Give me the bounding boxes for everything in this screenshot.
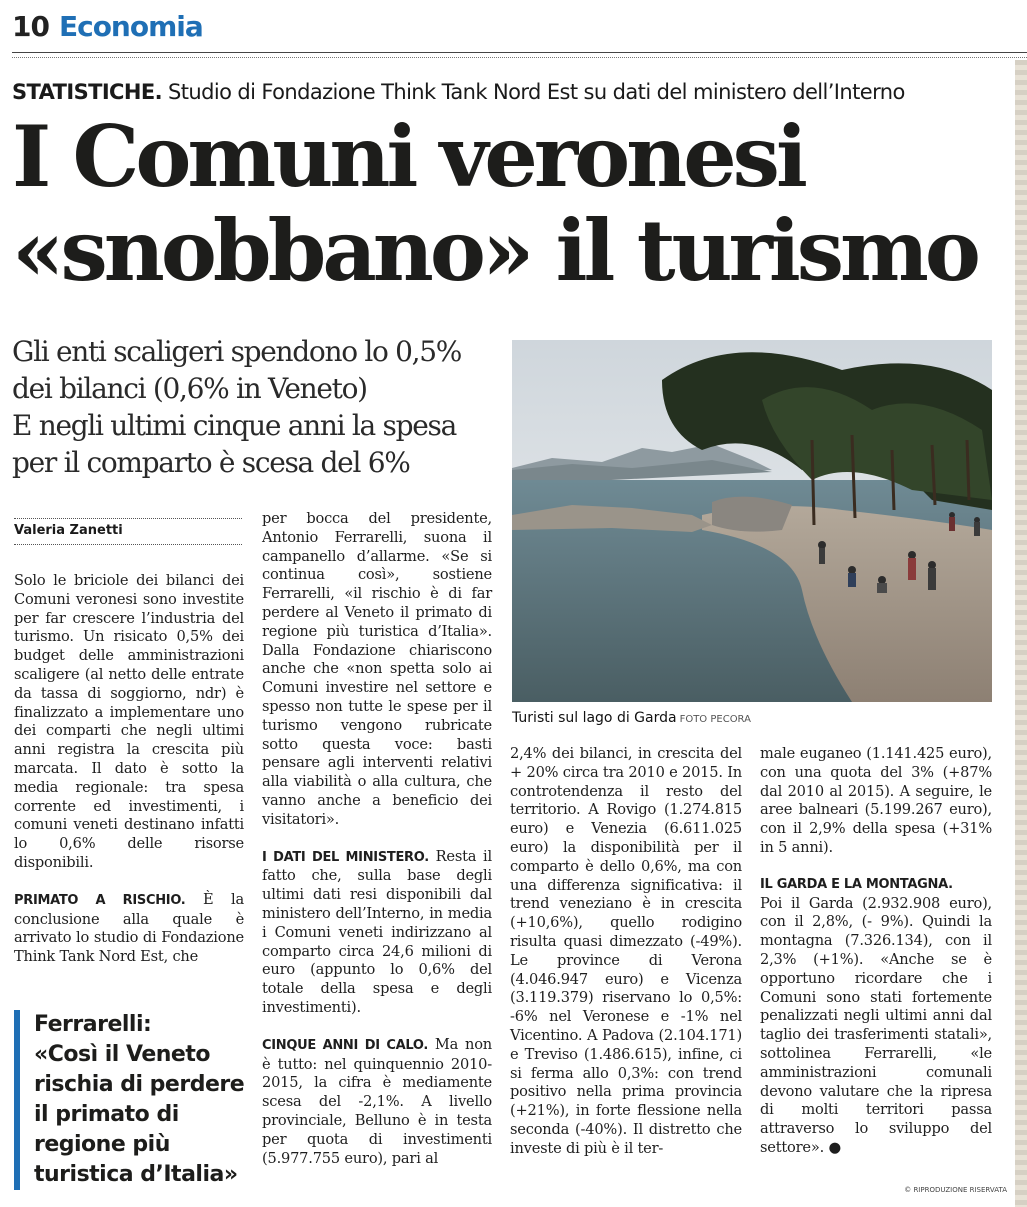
- lake-garda-photo: [512, 340, 992, 702]
- kicker-text: Studio di Fondazione Think Tank Nord Est su dati del ministero dell’Interno: [168, 80, 905, 104]
- deck-line: per il comparto è scesa del 6%: [12, 446, 410, 479]
- article-column-4: [760, 745, 992, 1158]
- page-header: [12, 10, 203, 50]
- article-column-3: [510, 745, 742, 1159]
- copyright-notice: © RIPRODUZIONE RISERVATA: [904, 1186, 1007, 1194]
- page-edge-strip: [1015, 60, 1027, 1207]
- section-title: Economia: [58, 10, 203, 43]
- subheading: PRIMATO A RISCHIO.: [14, 892, 186, 908]
- pull-quote-text: «Così il Veneto rischia di perdere il primato di regione più turistica d’Italia»: [34, 1042, 245, 1187]
- article-column-2: [262, 510, 492, 1168]
- photo-caption: [512, 710, 751, 726]
- article-column-1: [14, 572, 244, 967]
- byline: Valeria Zanetti: [14, 518, 242, 545]
- pull-quote-speaker: Ferrarelli:: [34, 1012, 152, 1037]
- kicker-label: STATISTICHE.: [12, 80, 162, 104]
- header-rule: [12, 52, 1027, 53]
- subheading: IL GARDA E LA MONTAGNA.: [760, 876, 953, 892]
- deck-line: dei bilanci (0,6% in Veneto): [12, 372, 367, 405]
- subheading: I DATI DEL MINISTERO.: [262, 849, 429, 865]
- subheading: CINQUE ANNI DI CALO.: [262, 1037, 429, 1053]
- photo-credit: FOTO PECORA: [679, 714, 751, 725]
- kicker: [12, 80, 905, 104]
- deck-line: Gli enti scaligeri spendono lo 0,5%: [12, 335, 462, 368]
- headline-line-2: «snobbano» il turismo: [12, 201, 977, 300]
- photo-illustration: [512, 340, 992, 702]
- caption-text: Turisti sul lago di Garda: [512, 710, 677, 726]
- pull-quote: [14, 1010, 246, 1190]
- deck-subtitle: [12, 333, 502, 481]
- page-number: 10: [12, 10, 49, 43]
- header-rule-dotted: [12, 57, 1027, 58]
- article-paragraph: per bocca del presidente, Antonio Ferrarelli, suona il campanello d’allarme. «Se si continua così», sostiene Ferrarelli, «il rischio è di far perdere al Veneto il primato di regione più turistica d’Italia». Dalla Fondazione chiariscono anche che «non spetta solo ai Comuni investire nel settore e spesso non tutte le spese per il turismo vengono rubricate sotto questa voce: basti pensare agli interventi relativi alla viabilità o alla cultura, che vanno anche a beneficio dei visitatori».: [262, 510, 492, 828]
- article-paragraph: male euganeo (1.141.425 euro), con una quota del 3% (+87% dal 2010 al 2015). A seguire, le aree balneari (5.199.267 euro), con il 2,9% della spesa (+31% in 5 anni).: [760, 745, 992, 856]
- headline-line-1: I Comuni veronesi: [12, 107, 804, 206]
- article-paragraph: 2,4% dei bilanci, in crescita del + 20% circa tra 2010 e 2015. In controtendenza il resto del territorio. A Rovigo (1.274.815 euro) e Venezia (6.611.025 euro) la disponibilità per il comparto è dello 0,6%, ma con una differenza significativa: il trend veneziano è in crescita (+10,6%), quello rodigino risulta quasi dimezzato (-49%). Le province di Verona (4.046.947 euro) e Vicenza (3.119.379) riservano lo 0,5%: -6% nel Veronese e -1% nel Vicentino. A Padova (2.104.171) e Treviso (1.486.615), infine, ci si ferma allo 0,3%: con trend positivo nella prima provincia (+21%), in forte flessione nella seconda (-40%). Il distretto che investe di più è il ter-: [510, 745, 742, 1157]
- headline: [12, 107, 1002, 300]
- article-paragraph: CINQUE ANNI DI CALO. Ma non è tutto: nel quinquennio 2010-2015, la cifra è mediamente scesa del -2,1%. A livello provinciale, Belluno è in testa per quota di investimenti (5.977.755 euro), pari al: [262, 1035, 492, 1167]
- article-paragraph: Poi il Garda (2.932.908 euro), con il 2,8%, (- 9%). Quindi la montagna (7.326.134), con il 2,3% (+1%). «Anche se è opportuno ricordare che i Comuni sono stati fortemente penalizzati negli ultimi anni dal taglio dei trasferimenti statali», sottolinea Ferrarelli, «le amministrazioni comunali devono valutare che la ripresa di molti territori passa attraverso lo sviluppo del settore». ●: [760, 894, 992, 1156]
- deck-line: E negli ultimi cinque anni la spesa: [12, 409, 456, 442]
- article-paragraph: PRIMATO A RISCHIO. È la conclusione alla quale è arrivato lo studio di Fondazione Think Tank Nord Est, che: [14, 890, 244, 966]
- article-paragraph: I DATI DEL MINISTERO. Resta il fatto che, sulla base degli ultimi dati resi disponibili dal ministero dell’Interno, in media i Comuni veneti indirizzano al comparto circa 24,6 milioni di euro (appunto lo 0,6% del totale della spesa e degli investimenti).: [262, 847, 492, 1016]
- article-paragraph: Solo le briciole dei bilanci dei Comuni veronesi sono investite per far crescere l’industria del turismo. Un risicato 0,5% dei budget delle amministrazioni scaligere (al netto delle entrate da tassa di soggiorno, ndr) è finalizzato a implementare uno dei comparti che negli ultimi anni registra la crescita più marcata. Il dato è sotto la media regionale: tra spesa corrente ed investimenti, i comuni veneti destinano infatti lo 0,6% delle risorse disponibili.: [14, 572, 244, 871]
